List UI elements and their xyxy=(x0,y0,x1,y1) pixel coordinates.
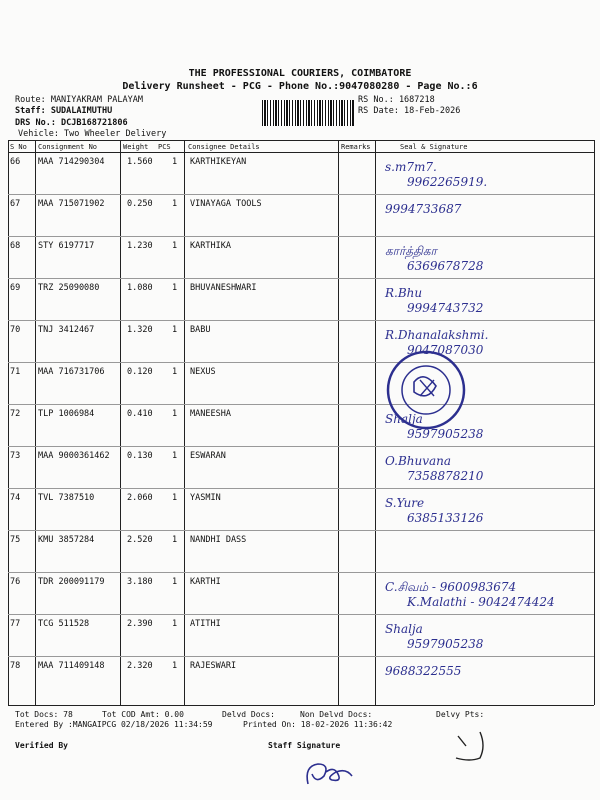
barcode xyxy=(262,100,354,126)
delivered-docs: Delvd Docs: xyxy=(222,710,275,719)
row-sno: 70 xyxy=(10,325,21,335)
row-pcs: 1 xyxy=(172,535,178,545)
row-consignment-no: KMU 3857284 xyxy=(38,535,95,545)
col-header-seal-signature: Seal & Signature xyxy=(400,143,468,151)
row-pcs: 1 xyxy=(172,241,178,251)
row-sno: 71 xyxy=(10,367,21,377)
handwritten-signature: 6369678728 xyxy=(407,259,484,273)
handwritten-signature: O.Bhuvana xyxy=(385,454,452,468)
row-divider xyxy=(8,320,594,321)
col-header-sno: S No xyxy=(10,143,27,151)
row-sno: 73 xyxy=(10,451,21,461)
col-line xyxy=(35,140,36,705)
row-pcs: 1 xyxy=(172,493,178,503)
delivery-points: Delvy Pts: xyxy=(436,710,485,719)
printed-on: Printed On: 18-02-2026 11:36:42 xyxy=(243,720,393,729)
row-sno: 68 xyxy=(10,241,21,251)
col-line xyxy=(120,140,121,705)
handwritten-signature: 6385133126 xyxy=(407,511,484,525)
row-pcs: 1 xyxy=(172,367,178,377)
handwritten-signature: C.சிவம் - 9600983674 xyxy=(385,580,517,594)
row-consignment-no: TLP 1006984 xyxy=(38,409,95,419)
entered-by: Entered By :MANGAIPCG 02/18/2026 11:34:59 xyxy=(15,720,213,729)
handwritten-signature: 9597905238 xyxy=(407,427,484,441)
handwritten-signature: Shalja xyxy=(385,412,423,426)
row-pcs: 1 xyxy=(172,661,178,671)
row-consignment-no: TVL 7387510 xyxy=(38,493,95,503)
row-consignment-no: TCG 511528 xyxy=(38,619,90,629)
row-weight: 2.390 xyxy=(127,619,153,629)
row-consignee: ESWARAN xyxy=(190,451,226,461)
row-weight: 0.130 xyxy=(127,451,153,461)
handwritten-signature: 9688322555 xyxy=(385,664,462,678)
col-header-weight: Weight xyxy=(123,143,149,151)
row-weight: 2.520 xyxy=(127,535,153,545)
handwritten-signature: 9047087030 xyxy=(407,343,484,357)
row-divider xyxy=(8,446,594,447)
vehicle-label: Vehicle: Two Wheeler Delivery xyxy=(18,129,167,139)
row-consignment-no: MAA 9000361462 xyxy=(38,451,110,461)
handwritten-signature: 9994743732 xyxy=(407,301,484,315)
row-divider xyxy=(8,572,594,573)
row-divider xyxy=(8,362,594,363)
col-header-remarks: Remarks xyxy=(341,143,371,151)
handwritten-signature: கார்த்திகா xyxy=(385,244,437,258)
handwritten-signature: K.Malathi - 9042474424 xyxy=(407,595,555,609)
row-consignment-no: TNJ 3412467 xyxy=(38,325,95,335)
row-sno: 74 xyxy=(10,493,21,503)
handwritten-signature: 9962265919. xyxy=(407,175,488,189)
verified-by-label: Verified By xyxy=(15,741,68,750)
row-divider xyxy=(8,488,594,489)
row-consignment-no: STY 6197717 xyxy=(38,241,95,251)
col-line xyxy=(375,140,376,705)
row-weight: 3.180 xyxy=(127,577,153,587)
row-divider xyxy=(8,614,594,615)
row-consignment-no: MAA 716731706 xyxy=(38,367,105,377)
staff-signature-label: Staff Signature xyxy=(268,741,341,750)
col-line xyxy=(8,140,9,705)
route-label: Route: MANIYAKRAM PALAYAM xyxy=(15,95,143,105)
row-weight: 0.120 xyxy=(127,367,153,377)
total-docs: Tot Docs: 78 xyxy=(15,710,73,719)
row-weight: 1.230 xyxy=(127,241,153,251)
non-delivered-docs: Non Delvd Docs: xyxy=(300,710,373,719)
col-line xyxy=(338,140,339,705)
row-weight: 0.250 xyxy=(127,199,153,209)
col-header-pcs: PCS xyxy=(158,143,171,151)
handwritten-signature: 9597905238 xyxy=(407,637,484,651)
row-pcs: 1 xyxy=(172,283,178,293)
row-pcs: 1 xyxy=(172,577,178,587)
row-sno: 66 xyxy=(10,157,21,167)
row-weight: 1.320 xyxy=(127,325,153,335)
row-pcs: 1 xyxy=(172,199,178,209)
row-consignee: MANEESHA xyxy=(190,409,231,419)
row-weight: 2.320 xyxy=(127,661,153,671)
row-consignee: KARTHIKEYAN xyxy=(190,157,247,167)
table-bottom-border xyxy=(8,705,594,706)
handwritten-signature: R.Bhu xyxy=(385,286,423,300)
staff-label: Staff: SUDALAIMUTHU xyxy=(15,106,113,116)
drs-label: DRS No.: DCJB168721806 xyxy=(15,118,128,128)
row-sno: 75 xyxy=(10,535,21,545)
row-divider xyxy=(8,236,594,237)
row-divider xyxy=(8,194,594,195)
row-consignment-no: MAA 711409148 xyxy=(38,661,105,671)
col-header-consignee: Consignee Details xyxy=(188,143,260,151)
handwritten-signature: R.Dhanalakshmi. xyxy=(385,328,489,342)
row-weight: 2.060 xyxy=(127,493,153,503)
row-consignment-no: MAA 715071902 xyxy=(38,199,105,209)
row-sno: 69 xyxy=(10,283,21,293)
handwritten-signature: Shalja xyxy=(385,622,423,636)
row-consignee: BABU xyxy=(190,325,211,335)
row-consignee: BHUVANESHWARI xyxy=(190,283,257,293)
row-divider xyxy=(8,530,594,531)
row-divider xyxy=(8,278,594,279)
row-pcs: 1 xyxy=(172,325,178,335)
row-consignee: VINAYAGA TOOLS xyxy=(190,199,262,209)
row-sno: 77 xyxy=(10,619,21,629)
table-top-border xyxy=(8,140,594,141)
row-divider xyxy=(8,656,594,657)
company-seal-stamp xyxy=(386,350,466,430)
row-sno: 76 xyxy=(10,577,21,587)
row-consignee: ATITHI xyxy=(190,619,221,629)
handwritten-signature: S.Yure xyxy=(385,496,425,510)
row-consignment-no: MAA 714290304 xyxy=(38,157,105,167)
col-line xyxy=(594,140,595,705)
rs-date: RS Date: 18-Feb-2026 xyxy=(358,106,461,116)
corner-tick-mark xyxy=(450,730,500,770)
row-weight: 1.560 xyxy=(127,157,153,167)
row-weight: 1.080 xyxy=(127,283,153,293)
row-sno: 72 xyxy=(10,409,21,419)
col-header-consignment: Consignment No xyxy=(38,143,98,151)
row-consignment-no: TRZ 25090080 xyxy=(38,283,100,293)
row-weight: 0.410 xyxy=(127,409,153,419)
row-pcs: 1 xyxy=(172,451,178,461)
handwritten-signature: 7358878210 xyxy=(407,469,484,483)
total-cod-amount: Tot COD Amt: 0.00 xyxy=(102,710,184,719)
company-title: THE PROFESSIONAL COURIERS, COIMBATORE xyxy=(188,68,412,79)
row-pcs: 1 xyxy=(172,409,178,419)
row-consignment-no: TDR 200091179 xyxy=(38,577,105,587)
col-line xyxy=(184,140,185,705)
row-sno: 67 xyxy=(10,199,21,209)
row-consignee: YASMIN xyxy=(190,493,221,503)
rs-number: RS No.: 1687218 xyxy=(358,95,435,105)
row-divider xyxy=(8,404,594,405)
staff-handwritten-signature xyxy=(300,754,370,790)
row-consignee: KARTHIKA xyxy=(190,241,231,251)
runsheet-subtitle: Delivery Runsheet - PCG - Phone No.:9047080280 - Page No.:6 xyxy=(122,81,478,92)
handwritten-signature: s.m7m7. xyxy=(385,160,437,174)
row-consignee: KARTHI xyxy=(190,577,221,587)
row-pcs: 1 xyxy=(172,619,178,629)
table-header-border xyxy=(8,152,594,153)
row-pcs: 1 xyxy=(172,157,178,167)
row-consignee: NEXUS xyxy=(190,367,216,377)
handwritten-signature: 9994733687 xyxy=(385,202,462,216)
row-consignee: RAJESWARI xyxy=(190,661,237,671)
row-consignee: NANDHI DASS xyxy=(190,535,247,545)
row-sno: 78 xyxy=(10,661,21,671)
